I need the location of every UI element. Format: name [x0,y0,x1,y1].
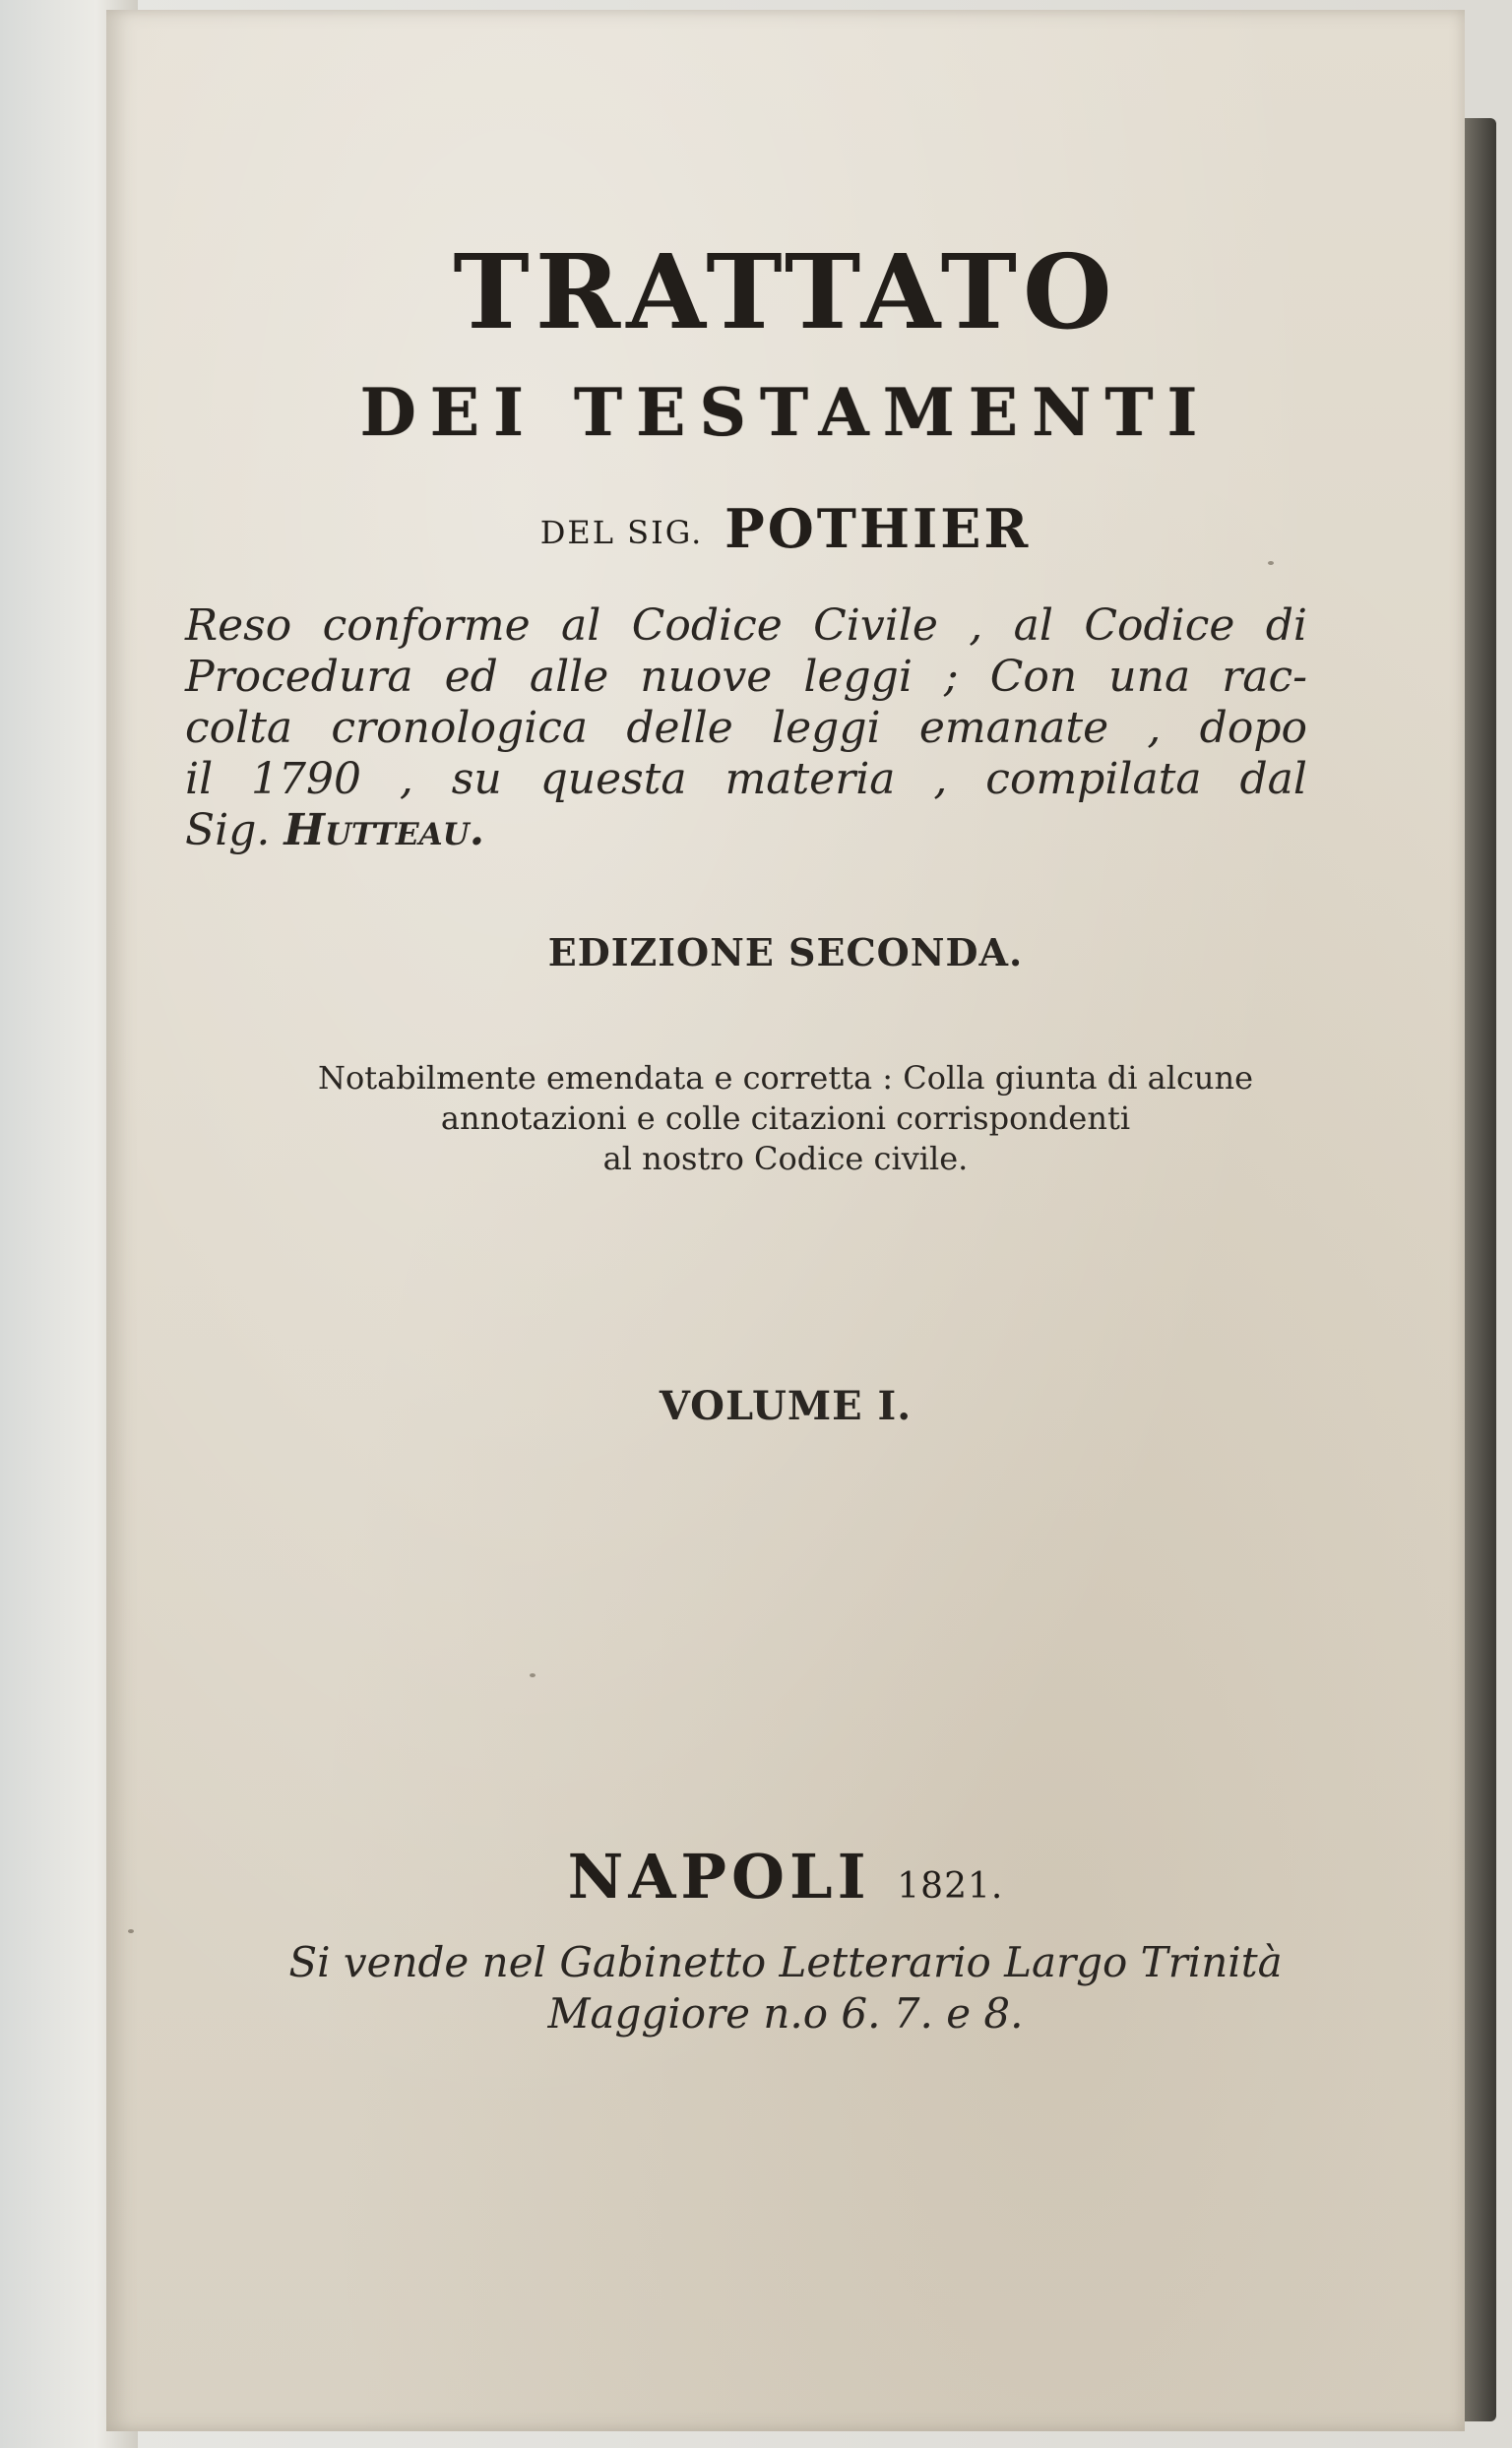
volume-label: VOLUME I. [659,1383,913,1429]
description-line: Procedura ed alle nuove leggi ; Con una rac- [185,652,1307,702]
notes-line: al nostro Codice civile. [602,1140,969,1177]
title-page [106,10,1465,2431]
compiler-name: Hutteau. [284,805,485,855]
seller-info [106,1937,1465,2040]
imprint-year: 1821. [897,1866,1004,1907]
paper-speck [530,1673,536,1677]
description-paragraph [185,600,1307,856]
description-line: Reso conforme al Codice Civile , al Codice di [185,600,1307,651]
edition-notes [106,1058,1465,1179]
notes-line: annotazioni e colle citazioni corrispondenti [440,1099,1131,1137]
book-subtitle: DEI TESTAMENTI [359,374,1212,451]
author-name: POTHIER [724,497,1032,560]
seller-line: Maggiore n.o 6. 7. e 8. [547,1989,1024,2038]
edition-label: EDIZIONE SECONDA. [547,930,1024,974]
paper-speck [1268,561,1274,565]
imprint-place [106,1841,1465,1913]
notes-line: Notabilmente emendata e corretta : Colla giunta di alcune [317,1059,1254,1097]
author-line [106,497,1465,560]
compiler-prefix: Sig. [185,805,271,855]
description-line [185,805,1307,856]
author-prefix: DEL SIG. [539,514,704,551]
imprint-city: NAPOLI [567,1841,871,1913]
description-line: colta cronologica delle leggi emanate , dopo [185,703,1307,753]
description-line: il 1790 , su questa materia , compilata dal [185,754,1307,804]
seller-line: Si vende nel Gabinetto Letterario Largo Trinità [288,1938,1283,1986]
paper-speck [128,1929,134,1933]
book-title: TRATTATO [453,231,1118,352]
